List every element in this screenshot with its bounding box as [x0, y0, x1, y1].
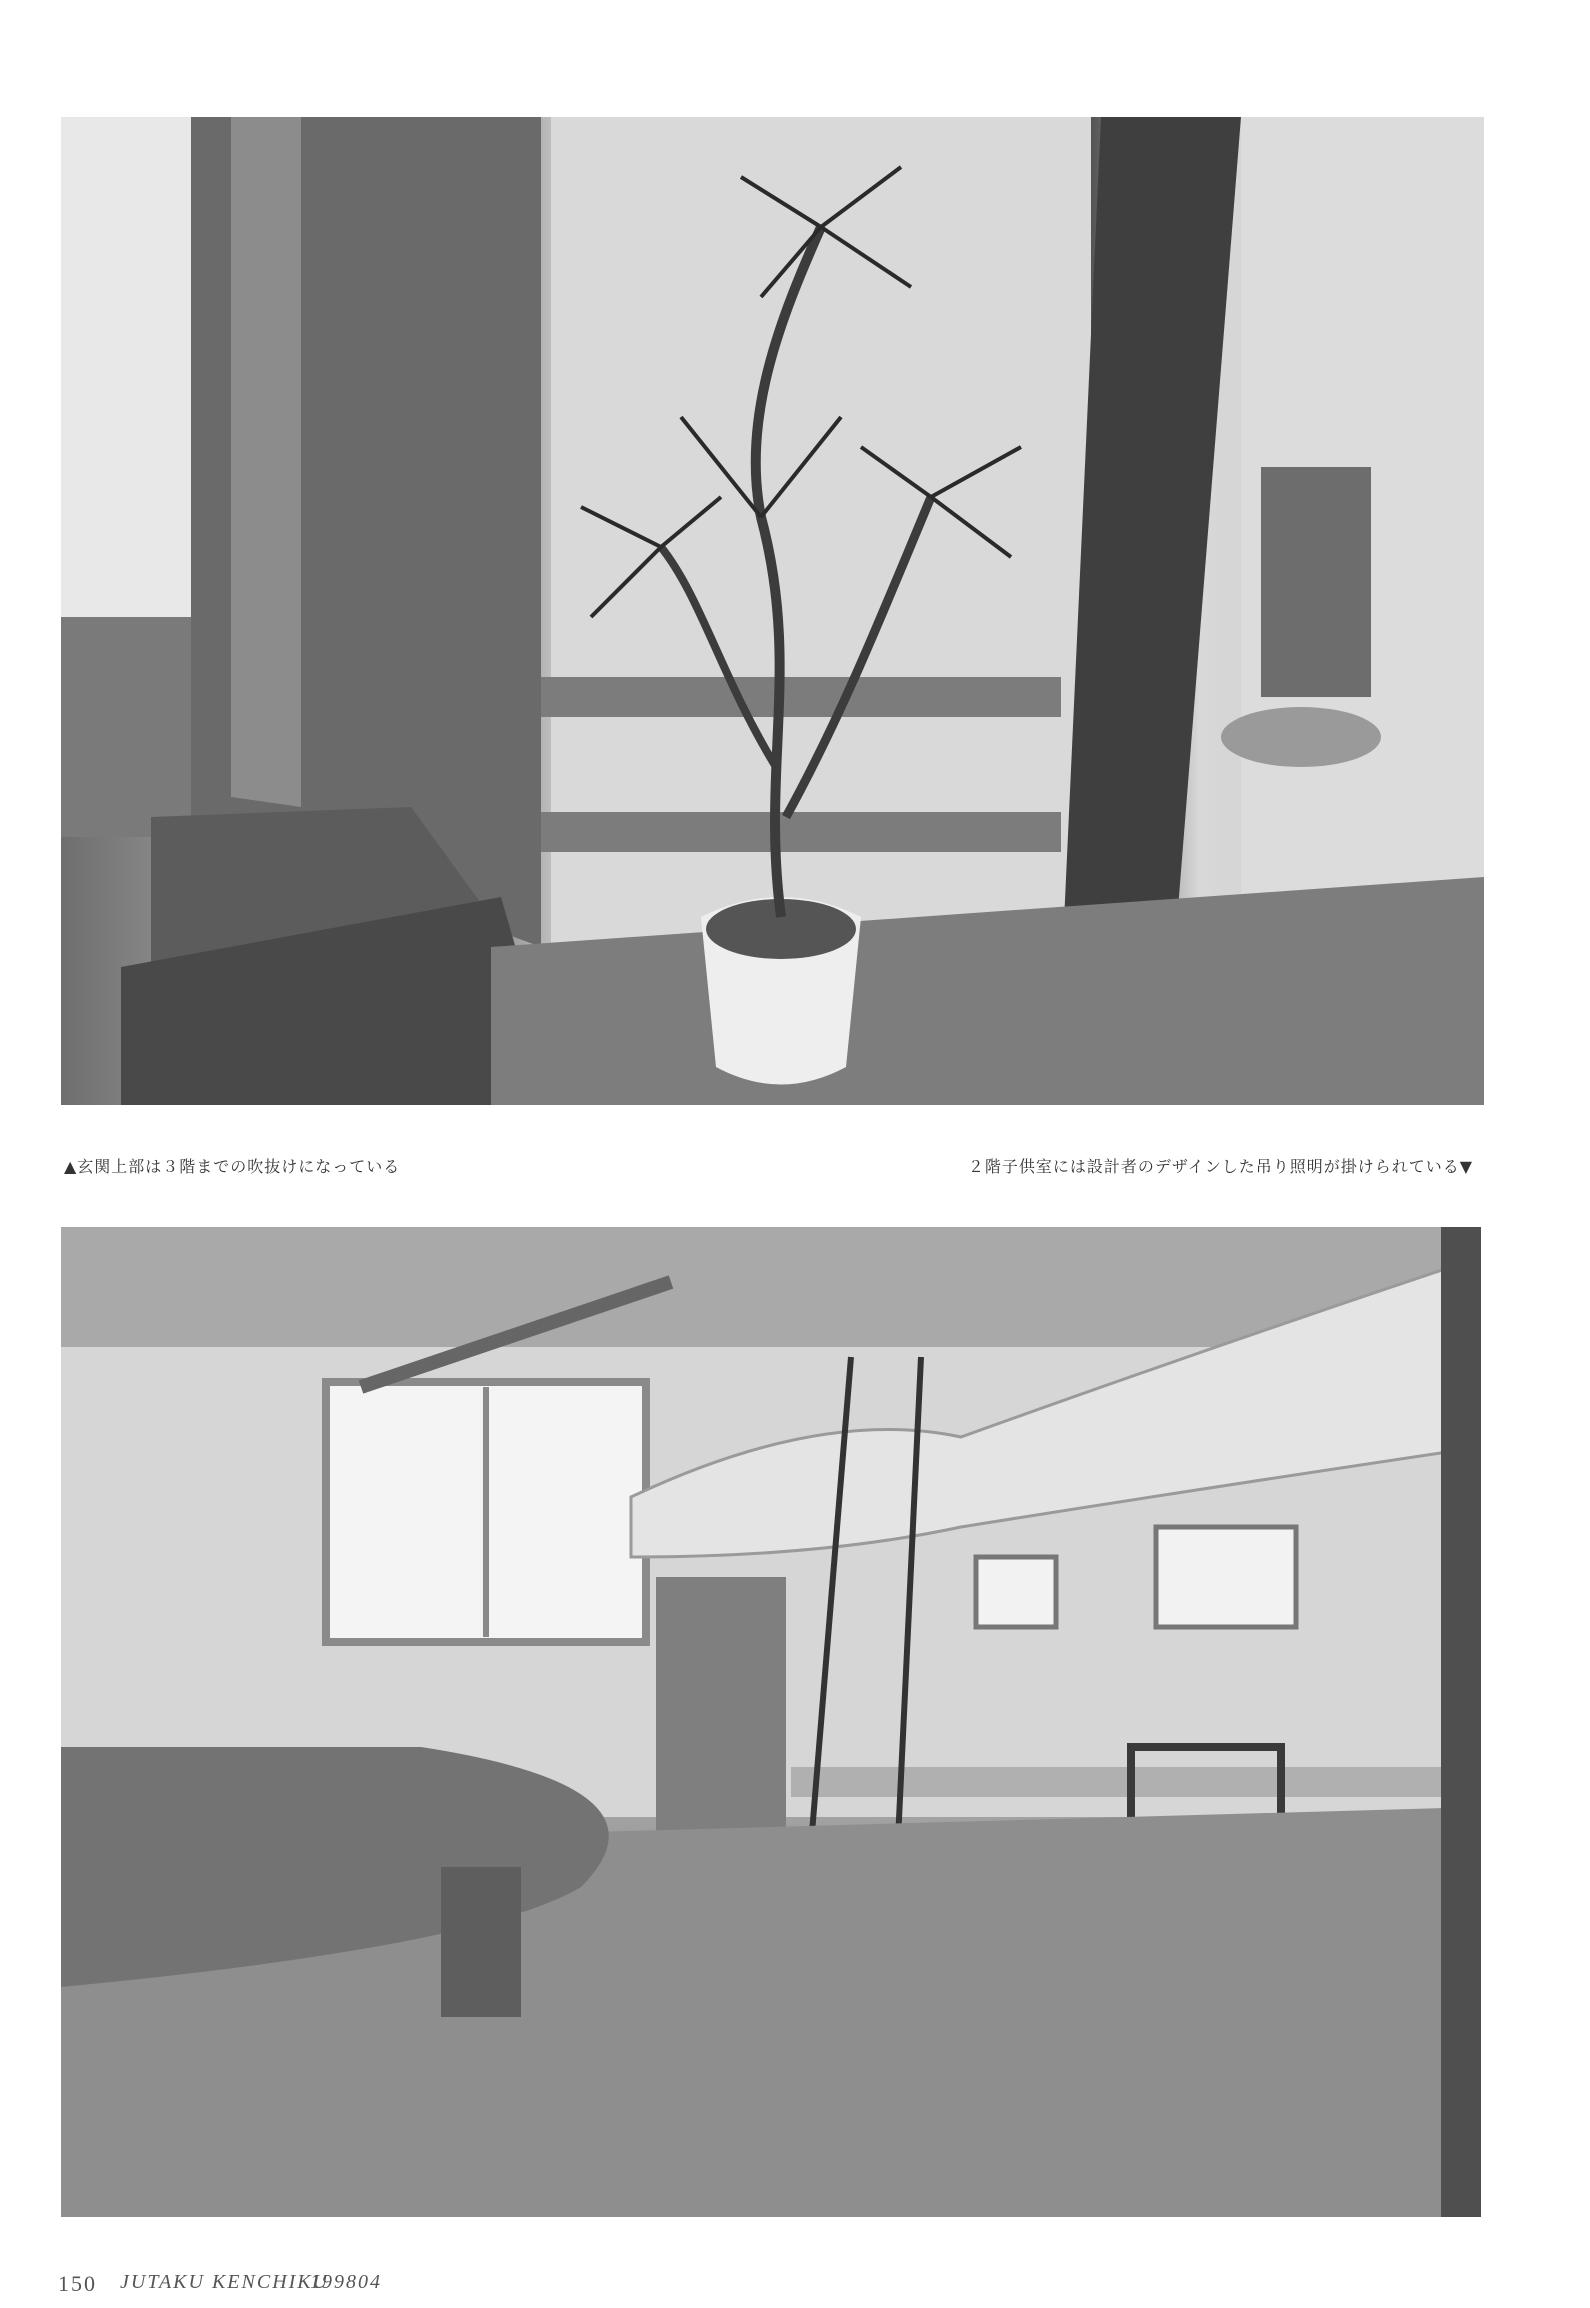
photo-caption-top: ▲玄関上部は３階までの吹抜けになっている [64, 1157, 401, 1176]
photo-caption-bottom: ２階子供室には設計者のデザインした吊り照明が掛けられている▼ [967, 1157, 1473, 1176]
entrance-void-illustration [61, 117, 1484, 1105]
entrance-void-photo [61, 117, 1484, 1105]
issue-code: 199804 [310, 2271, 382, 2293]
childrens-room-photo [61, 1227, 1481, 2217]
childrens-room-illustration [61, 1227, 1481, 2217]
magazine-name: JUTAKU KENCHIKU [120, 2271, 330, 2293]
page-number: 150 [58, 2271, 97, 2296]
